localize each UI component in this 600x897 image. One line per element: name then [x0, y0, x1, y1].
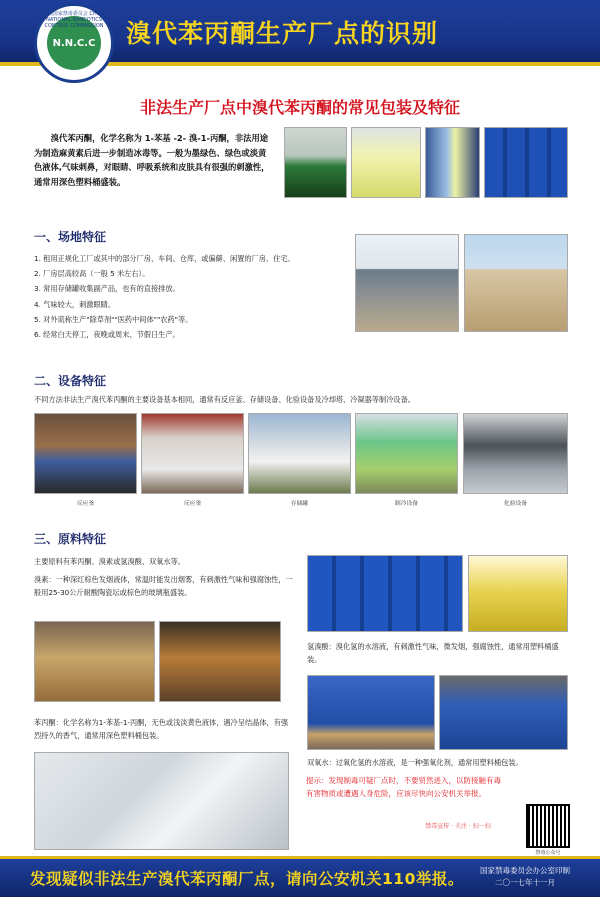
intro-paragraph: 溴代苯丙酮，化学名称为 1-苯基 -2- 溴-1-丙酮，非法用途为制造麻黄素后进一步制造冰毒等。一般为墨绿色、绿色或淡黄色液体,气味刺鼻，对眼睛、呼吸系统和皮肤具有很强的刺激性，通常用深色塑料桶盛装。: [34, 133, 270, 187]
photo-hbr-drums: [307, 555, 463, 632]
list-item: 5. 对外谎称生产"除草剂""医药中间体""农药"等。: [34, 314, 193, 324]
list-item: 3. 常用存储罐收集副产品，也有的直接排放。: [34, 284, 180, 294]
photo-factory-shed: [355, 234, 459, 332]
section-site-title: 一、场地特征: [34, 230, 107, 244]
photo-reactor-1: [34, 413, 137, 494]
photo-cooling-tower: [355, 413, 458, 494]
caption-lab: 化验设备: [503, 501, 528, 507]
promo-stamp: 禁毒宣传 · 关注 · 扫一扫: [425, 823, 491, 830]
propiophenone-description: 苯丙酮：化学名称为1-苯基-1-丙酮，无色或浅淡黄色液体，遇冷呈结晶体，有强烈持久的香气，通常用深色塑料桶包装。: [34, 718, 289, 740]
hbr-description: 氢溴酸：溴化氢的水溶液，有刺激性气味，微发烟，强腐蚀性，通常用塑料桶盛装。: [307, 642, 559, 664]
report-slogan: 发现疑似非法生产溴代苯丙酮厂点，请向公安机关110举报。: [30, 870, 464, 888]
photo-green-liquid: [284, 127, 347, 198]
photo-reactor-2: [141, 413, 244, 494]
photo-lab-equipment: [463, 413, 568, 494]
emblem-logo: N.N.C.C: [47, 16, 101, 70]
footer-banner: [0, 856, 600, 897]
qr-label: 禁毒公众号: [535, 850, 561, 856]
emblem-ring-text: 中国国家禁毒委员会 CHINA NATIONAL NARCOTICS CONTROL COMMISSION: [42, 11, 106, 29]
photo-yellow-liquid: [351, 127, 421, 198]
footer-org: 国家禁毒委员会办公室印制: [480, 866, 570, 875]
caption-storage: 存储罐: [290, 501, 309, 507]
list-item: 4. 气味较大，刺激眼睛。: [34, 299, 116, 309]
caption-reactor-2: 反应釜: [183, 501, 202, 507]
bromine-description: 溴素：一种深红棕色发烟液体，常温时能发出烟雾，有刺激性气味和强腐蚀性，一般用25-30公斤耐酸陶瓷坛或棕色的玻璃瓶盛装。: [34, 575, 293, 597]
nncc-emblem: [34, 3, 114, 83]
section-equipment-title: 二、设备特征: [34, 374, 107, 388]
qr-code-icon[interactable]: [526, 804, 570, 848]
photo-bromine-bottles: [159, 621, 281, 702]
list-item: 2. 厂房层高较高（一般 5 米左右）。: [34, 269, 150, 279]
list-item: 6. 经常白天停工，夜晚或周末、节假日生产。: [34, 330, 180, 340]
footer-date: 二〇一七年十一月: [495, 878, 555, 887]
section-materials-title: 三、原料特征: [34, 532, 107, 546]
photo-peroxide-pallet: [307, 675, 435, 750]
page-title: 溴代苯丙酮生产厂点的识别: [126, 19, 439, 48]
site-features-list: [34, 251, 354, 342]
photo-blue-barrels: [484, 127, 568, 198]
list-item: 1. 租用正规化工厂或其中的部分厂房、车间、仓库，或偏僻、闲置的厂房、住宅。: [34, 254, 295, 263]
caption-reactor-1: 反应釜: [76, 501, 95, 507]
footer-org-block: [480, 865, 570, 889]
photo-test-tube: [425, 127, 480, 198]
photo-crystals: [34, 752, 289, 850]
safety-notice: 提示：发现制毒可疑厂点时，不要贸然进入，以防接触有毒有害物质或遭遇人身危险，应该尽快向公安机关举报。: [306, 776, 501, 798]
equipment-description: 不同方法非法生产溴代苯丙酮的主要设备基本相同，通常有反应釜、存储设备、化验设备及冷却塔、冷凝器等制冷设备。: [34, 395, 415, 404]
photo-peroxide-drums: [439, 675, 568, 750]
photo-storage-tank: [248, 413, 351, 494]
caption-cooling: 制冷设备: [394, 501, 419, 507]
photo-remote-building: [464, 234, 568, 332]
poster-subtitle: 非法生产厂点中溴代苯丙酮的常见包装及特征: [139, 98, 460, 117]
photo-bromine-crates: [34, 621, 155, 702]
photo-propiophenone-bottle: [468, 555, 568, 632]
materials-summary: 主要原料有苯丙酮、溴素或氢溴酸、双氧水等。: [34, 557, 185, 566]
peroxide-description: 双氧水：过氧化氢的水溶液，是一种强氧化剂，通常用塑料桶包装。: [307, 758, 523, 767]
